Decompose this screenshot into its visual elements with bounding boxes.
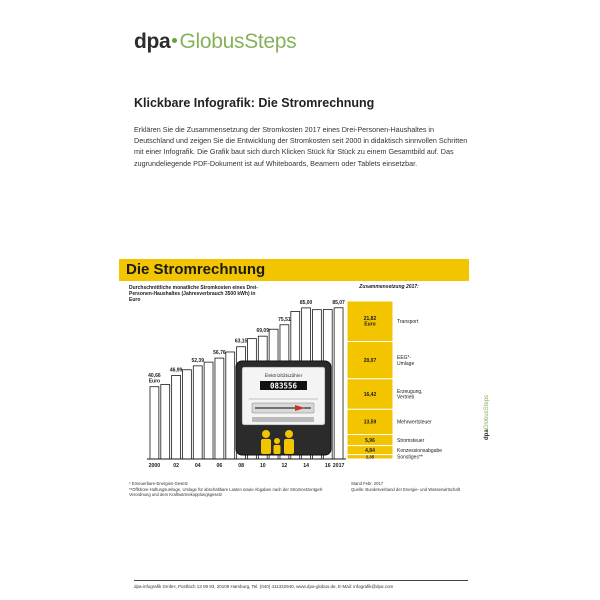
bar-2002 [172,375,181,459]
bar-2000 [150,387,159,459]
composition-title: Zusammensetzung 2017: [359,284,419,290]
bar-2001 [161,385,170,459]
segment-name: Mehrwertsteuer [397,419,432,426]
infographic[interactable] [119,259,469,501]
segment-name: Stromsteuer [397,437,425,444]
brand-dpa: dpa [134,30,171,53]
bar-2007 [226,352,235,459]
x-tick-2017: 2017 [332,463,345,469]
vertical-brand-globus: Globus [484,410,490,430]
data-label-2000: 40,66 Euro [148,373,161,385]
segment-value: 13,59 [363,419,377,426]
data-label-2002: 46,99 [169,367,183,374]
x-tick-16: 16 [324,463,331,469]
footnotes [129,481,344,498]
segment-name: Konzessionsabgabe [397,447,443,454]
x-tick-02: 02 [173,463,179,469]
composition-stack [347,301,442,461]
chart-canvas [119,259,469,501]
source-info [351,481,461,492]
segment-5 [347,446,442,455]
vertical-brand-logo [484,380,490,440]
data-label-2017: 85,07 [332,299,345,306]
data-label-2012: 75,51 [278,316,291,323]
brand-steps: Steps [244,30,297,53]
data-label-2010: 69,09 [256,328,270,335]
x-tick-10: 10 [259,463,266,469]
brand-globus: Globus [179,30,245,53]
x-tick-06: 06 [216,463,223,469]
x-axis [147,459,346,469]
segment-value: 16,42 [363,391,377,398]
segment-2 [347,379,423,410]
footnote-eeg: * Erneuerbare-Energien-Gesetz [129,481,188,486]
meter-label: Elektrizitätszähler [264,373,303,378]
segment-value: 20,07 [363,357,377,364]
x-tick-14: 14 [303,463,309,469]
bar-2017 [334,308,343,459]
segment-4 [347,435,425,446]
page-title: Klickbare Infografik: Die Stromrechnung [134,96,375,110]
footer-divider [134,580,468,581]
segment-value: 21,82 Euro [363,316,377,328]
chart-subtitle: Durchschnittliche monatliche Stromkosten eines Drei-Personen-Haushaltes (Jahresverbrauch 3500 kWh) in Euro [129,285,258,303]
infographic-title: Die Stromrechnung [126,261,266,278]
segment-value: 4,84 [365,447,375,454]
footer-contact: dpa-infografik GmbH, Postfach 13 09 93, 20109 Hamburg, Tel. (040) 411332940, www.dpa-globus.de, E-Mail: infografik@dpa.com [134,584,394,589]
segment-name: EEG*-Umlage [397,355,415,367]
data-label-2014: 85,00 [299,299,313,306]
segment-name: Sonstiges** [397,454,423,461]
bar-2004 [193,366,202,459]
meter-reading: 083556 [269,381,298,391]
x-tick-04: 04 [194,463,201,469]
x-tick-08: 08 [238,463,244,469]
segment-value: 5,96 [365,437,375,444]
source-date: Stand Febr. 2017 [351,481,384,486]
footnote-other: **Offshore-Haftungsumlage, Umlage für abschaltbare Lasten sowie Abgaben nach der Stromnetzentgelt-Verordnung und dem Kraftwärmekopplungsgesetz [129,486,324,498]
brand-logo [134,30,296,54]
segment-0 [347,301,419,342]
segment-name: Erzeugung, Vertrieb [397,389,423,401]
segment-6 [347,454,423,460]
intro-text: Erklären Sie die Zusammensetzung der Stromkosten 2017 eines Drei-Personen-Haushaltes in Deutschland und zeigen Sie die Entwicklung der Stromkosten seit 2000 in didaktisch sinnvollen Schritten mit einer Infografik. Die Grafik baut sich durch Klicken Stück für Stück zu einem Gesamtbild auf. Das zugrundeliegende PDF-Dokument ist auf Whiteboards, Beamern oder Tablets einsetzbar. [134,125,468,168]
data-label-2006: 56,76 [213,350,226,357]
vertical-brand-steps: Steps [484,394,490,411]
data-label-2008: 63,15 [234,338,248,345]
bar-2006 [215,358,224,459]
x-tick-2000: 2000 [148,463,161,469]
bar-2003 [182,370,191,459]
data-label-2004: 52,39 [191,357,205,364]
x-tick-12: 12 [281,463,288,469]
segment-1 [347,342,414,379]
segment-3 [347,409,432,434]
source-name: Quelle: Bundesverband der Energie- und Wasserwirtschaft [351,486,461,492]
vertical-brand-dpa: dpa [484,429,490,440]
brand-dot [172,38,177,43]
bar-2005 [204,362,213,459]
segment-name: Transport [397,319,419,326]
segment-value: 2,35 [365,454,375,460]
electricity-meter-illustration [236,361,331,455]
